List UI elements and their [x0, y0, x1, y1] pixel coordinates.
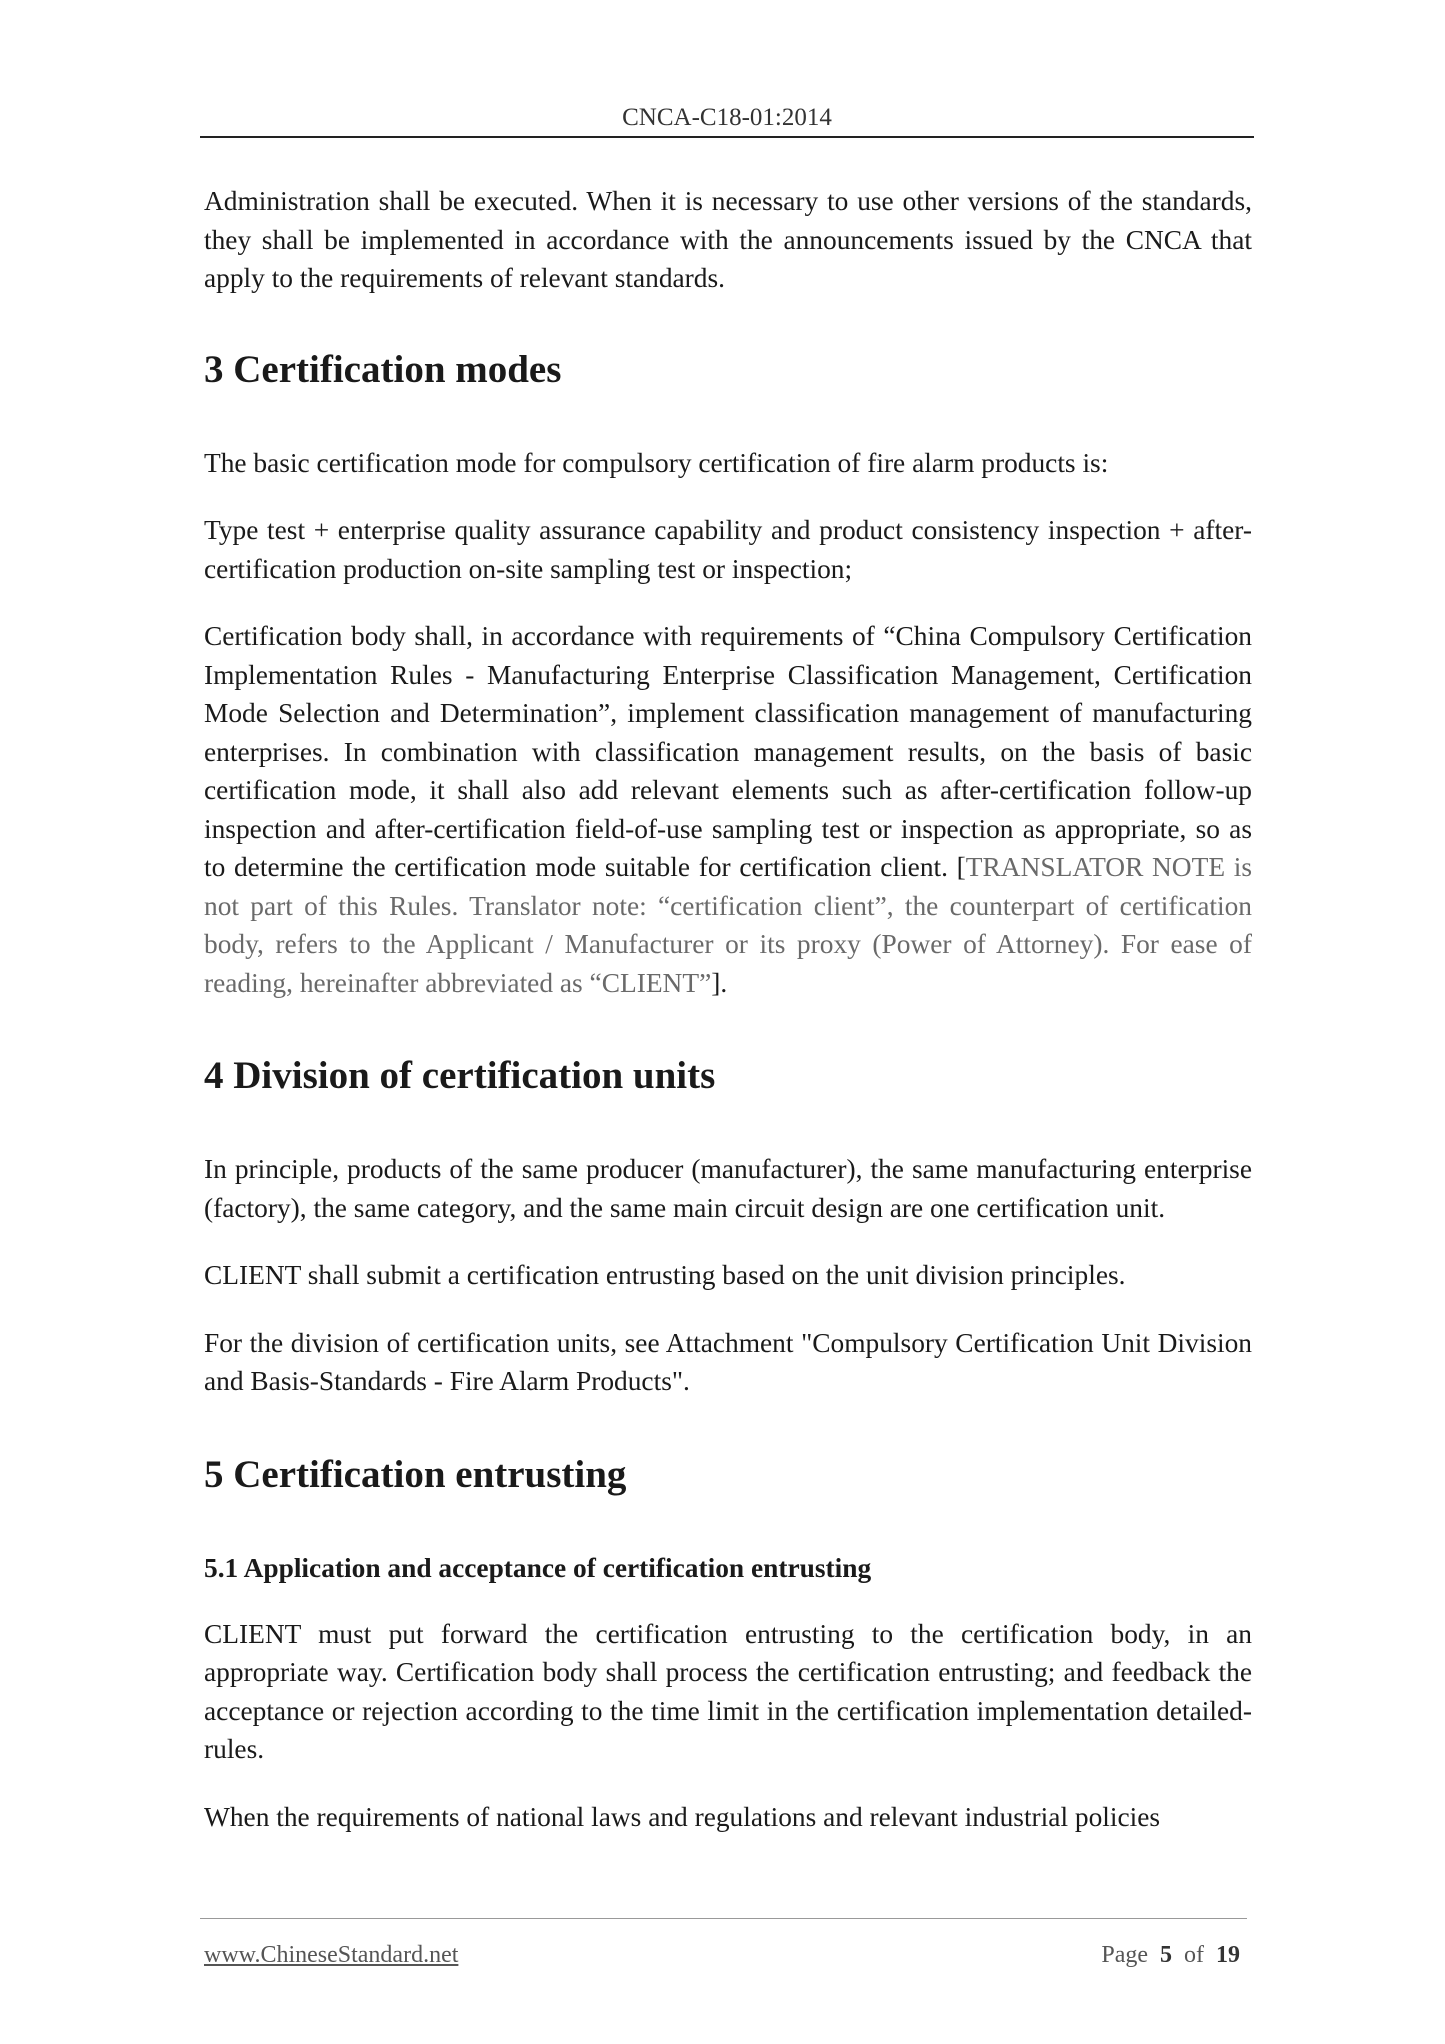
translator-note-close: ].	[711, 967, 728, 998]
section-5-1-paragraph-1: CLIENT must put forward the certification entrusting to the certification body, in an appropriate way. Certification body shall process the certification entrusting; and feedback the acceptance or rejection according to the time limit in the certification implementation detailed-rules.	[204, 1618, 1252, 1764]
section-4-paragraph-2: CLIENT shall submit a certification entrusting based on the unit division principles.	[204, 1260, 1126, 1290]
section-4-heading: 4 Division of certification units	[204, 1054, 716, 1097]
section-3-paragraph-3	[204, 617, 1252, 1002]
page-number	[1101, 1942, 1240, 1969]
page-total: 19	[1216, 1942, 1240, 1968]
page-content	[204, 182, 1252, 1836]
section-4-paragraph-1: In principle, products of the same producer (manufacturer), the same manufacturing enterprise (factory), the same category, and the same main circuit design are one certification unit.	[204, 1154, 1252, 1223]
page-label: Page	[1101, 1942, 1148, 1968]
section-5-heading: 5 Certification entrusting	[204, 1452, 627, 1496]
intro-paragraph: Administration shall be executed. When it is necessary to use other versions of the standards, they shall be implemented in accordance with the announcements issued by the CNCA that apply to the requirements of relevant standards.	[204, 186, 1252, 293]
section-3-paragraph-1: The basic certification mode for compulsory certification of fire alarm products is:	[204, 447, 1109, 478]
section-4-paragraph-3: For the division of certification units, see Attachment "Compulsory Certification Unit Division and Basis-Standards - Fire Alarm Products".	[204, 1327, 1252, 1396]
page-of: of	[1184, 1942, 1204, 1968]
footer-divider	[200, 1918, 1247, 1919]
header-divider	[200, 136, 1254, 138]
website-link[interactable]: www.ChineseStandard.net	[204, 1942, 459, 1968]
page-current: 5	[1160, 1942, 1172, 1968]
section-5-1-paragraph-2: When the requirements of national laws and regulations and relevant industrial policies	[204, 1801, 1161, 1832]
section-3-paragraph-2: Type test + enterprise quality assurance capability and product consistency inspection + after-certification production on-site sampling test or inspection;	[204, 515, 1252, 584]
section-3-heading: 3 Certification modes	[204, 347, 562, 391]
translator-note: TRANSLATOR NOTE is not part of this Rules. Translator note: “certification client”, the counterpart of certification body, refers to the Applicant / Manufacturer or its proxy (Power of Attorney). For ease of reading, hereinafter abbreviated as “CLIENT”	[204, 852, 1253, 998]
subsection-5-1-heading: 5.1 Application and acceptance of certification entrusting	[204, 1552, 872, 1583]
section-3-paragraph-3-text: Certification body shall, in accordance with requirements of “China Compulsory Certification Implementation Rules - Manufacturing Enterprise Classification Management, Certification Mode Selection and Determination”, implement classification management of manufacturing enterprises. In combination with classification management results, on the basis of basic certification mode, it shall also add relevant elements such as after-certification follow-up inspection and after-certification field-of-use sampling test or inspection as appropriate, so as to determine the certification mode suitable for certification client. [	[204, 621, 1252, 882]
document-header-title: CNCA-C18-01:2014	[622, 104, 832, 131]
